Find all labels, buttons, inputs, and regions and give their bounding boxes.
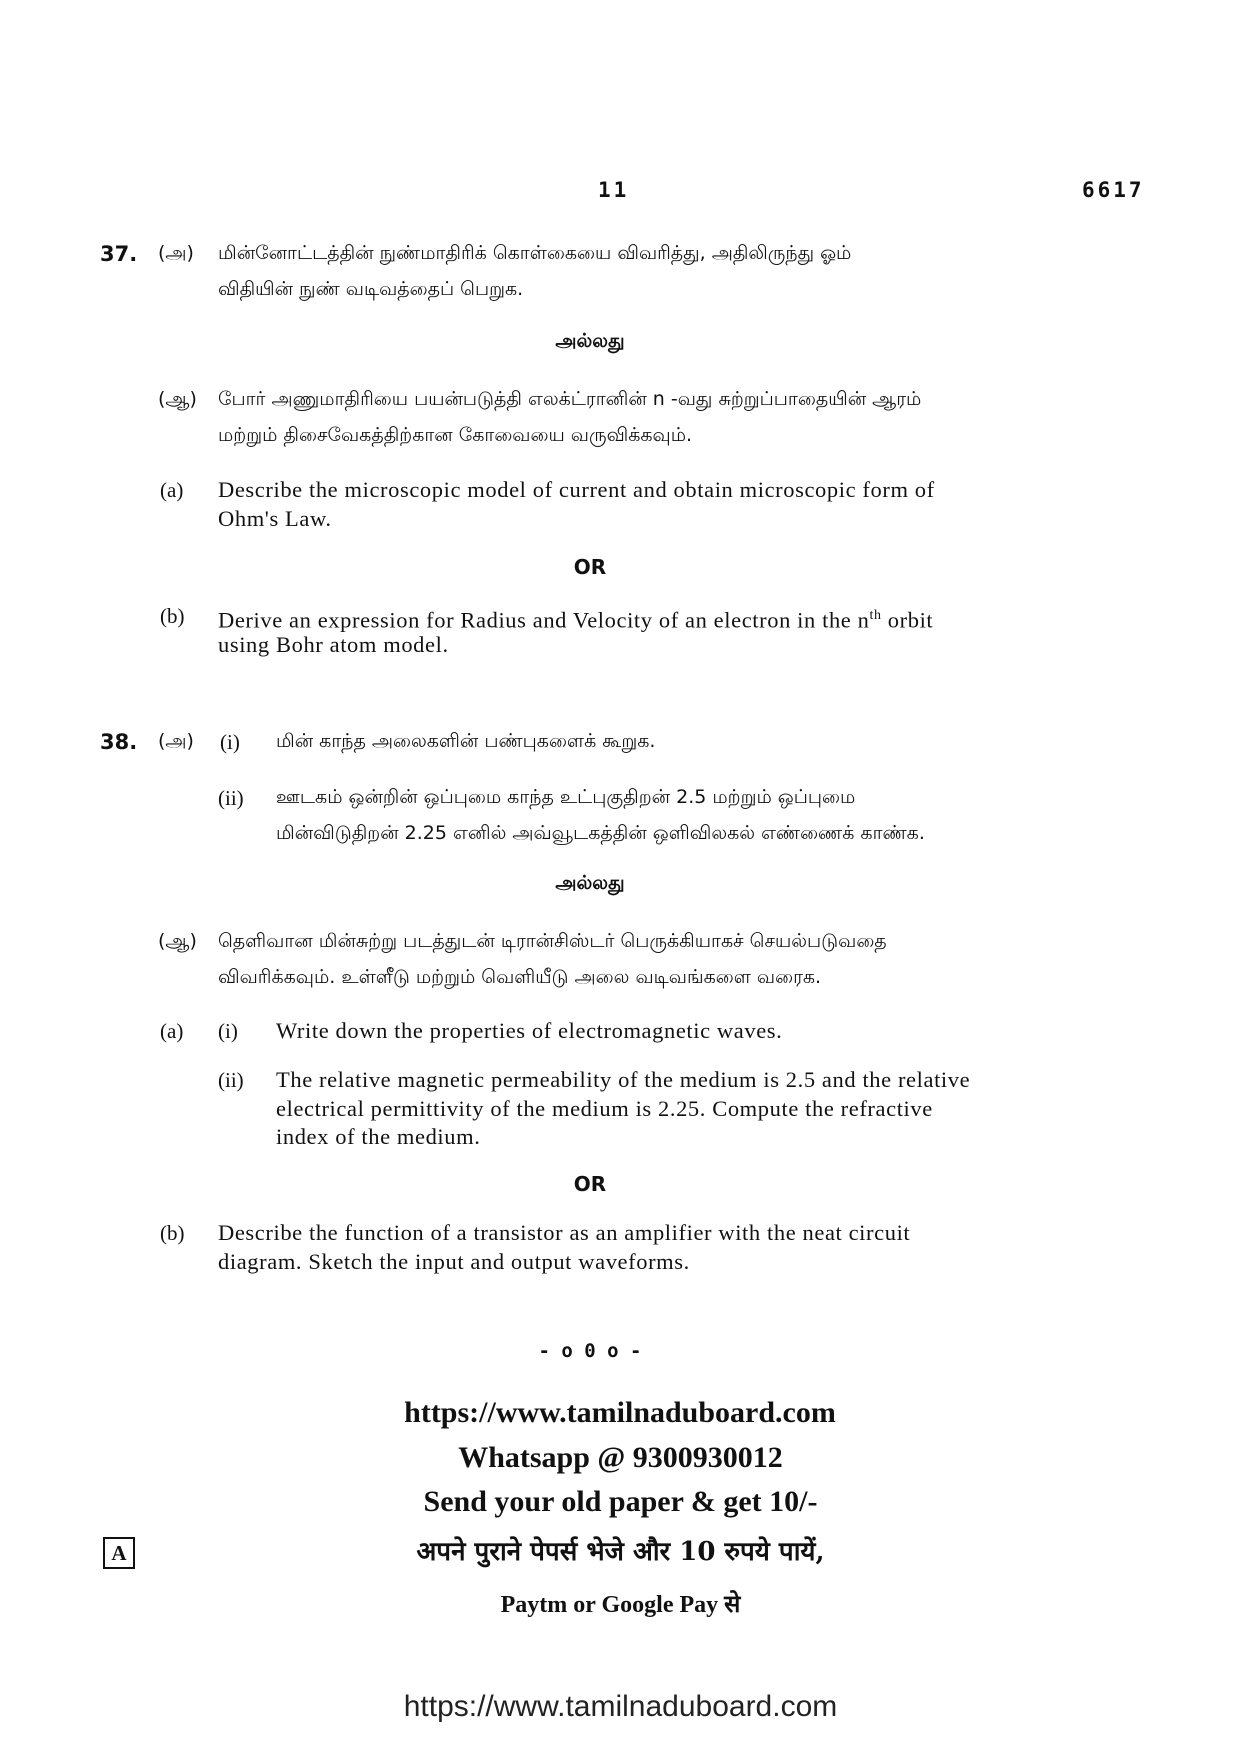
q37-or-en: OR [573,555,607,579]
q37-a-text-ta-line2: விதியின் நுண் வடிவத்தைப் பெறுக. [218,278,524,300]
q37-b-text-en-sup: th [869,608,882,623]
q37-a-label-en: (a) [160,478,184,502]
q37-a-text-ta-line1: மின்னோட்டத்தின் நுண்மாதிரிக் கொள்கையை விவரித்து, அதிலிருந்து ஓம் [218,242,852,264]
q38-or-ta: அல்லது [555,872,625,894]
question-number-38: 38. [100,730,138,754]
q38-b-text-en-line1: Describe the function of a transistor as an amplifier with the neat circuit [218,1220,911,1245]
q38-b-text-ta-line1: தெளிவான மின்சுற்று படத்துடன் டிரான்சிஸ்டர் பெருக்கியாகச் செயல்படுவதை [218,930,887,952]
q37-b-text-ta-line2: மற்றும் திசைவேகத்திற்கான கோவையை வருவிக்கவும். [218,424,693,446]
promo-send-paper: Send your old paper & get 10/- [423,1485,818,1518]
q38-a-ii-label-ta: (ii) [218,786,244,810]
q38-a-ii-en-line2: electrical permittivity of the medium is 2.25. Compute the refractive [276,1096,933,1121]
q38-b-text-en-line2: diagram. Sketch the input and output waveforms. [218,1249,690,1274]
q38-b-label-en: (b) [160,1221,185,1245]
q38-a-ii-en-line1: The relative magnetic permeability of the medium is 2.5 and the relative [276,1067,971,1092]
q38-b-text-ta-line2: விவரிக்கவும். உள்ளீடு மற்றும் வெளியீடு அலை வடிவங்களை வரைக. [218,966,822,988]
q38-a-ii-label-en: (ii) [218,1068,244,1092]
q38-a-label-en: (a) [160,1019,184,1043]
q37-a-text-en-line2: Ohm's Law. [218,506,332,531]
q37-b-text-en-line2: using Bohr atom model. [218,632,449,657]
promo-url[interactable]: https://www.tamilnaduboard.com [404,1396,836,1429]
q38-a-i-ta: மின் காந்த அலைகளின் பண்புகளைக் கூறுக. [276,730,656,752]
q38-b-label-ta: (ஆ) [158,930,197,952]
q38-a-ii-ta-line2: மின்விடுதிறன் 2.25 எனில் அவ்வூடகத்தின் ஒளிவிலகல் எண்ணைக் காண்க. [276,822,925,844]
q38-or-en: OR [573,1172,607,1196]
q37-a-label-ta: (அ) [158,242,194,264]
q38-a-ii-ta-line1: ஊடகம் ஒன்றின் ஒப்புமை காந்த உட்புகுதிறன் 2.5 மற்றும் ஒப்புமை [276,786,856,808]
promo-hindi: अपने पुराने पेपर्स भेजे और 10 रुपये पायें, [416,1537,825,1567]
q38-a-label-ta: (அ) [158,730,194,752]
q37-b-text-en-line1 [218,602,933,635]
q37-b-text-en-pre: Derive an expression for Radius and Velocity of an electron in the n [218,607,870,633]
footer-url[interactable]: https://www.tamilnaduboard.com [403,1690,838,1723]
q38-a-i-label-en: (i) [218,1019,238,1043]
q38-a-ii-en-line3: index of the medium. [276,1124,481,1149]
version-box: A [103,1537,135,1569]
page-number: 11 [598,178,630,202]
q37-b-text-en-post: orbit [881,607,934,633]
q38-a-i-label-ta: (i) [220,730,240,754]
q37-a-text-en-line1: Describe the microscopic model of current and obtain microscopic form of [218,477,935,502]
q37-b-label-en: (b) [160,604,185,628]
promo-whatsapp: Whatsapp @ 9300930012 [458,1441,783,1474]
q37-b-text-ta-line1: போர் அணுமாதிரியை பயன்படுத்தி எலக்ட்ரானின் n -வது சுற்றுப்பாதையின் ஆரம் [218,388,922,410]
q37-b-label-ta: (ஆ) [158,388,197,410]
q37-or-ta: அல்லது [555,330,625,352]
q38-a-i-en: Write down the properties of electromagnetic waves. [276,1018,783,1043]
question-number-37: 37. [100,242,138,266]
promo-payment: Paytm or Google Pay से [500,1592,741,1618]
end-mark: - o 0 o - [538,1340,642,1362]
paper-code: 6617 [1082,178,1145,202]
